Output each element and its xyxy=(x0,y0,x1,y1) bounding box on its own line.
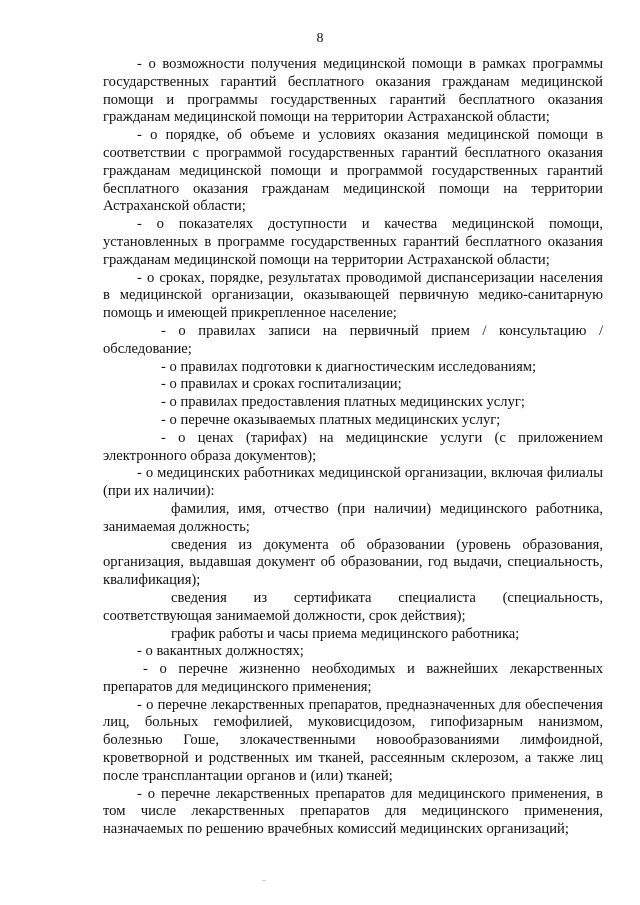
staff-item-schedule: график работы и часы приема медицинского работника; xyxy=(171,625,520,642)
document-body xyxy=(103,56,603,839)
paragraph-care-availability: - о возможности получения медицинской помощи в рамках программы государственных гарантий бесплатного оказания гражданам медицинской помощи и программы государственных гарантий бесплатного оказания гражданам медицинской помощи на территории Астраханской области; xyxy=(103,56,603,126)
paragraph-vacancies: - о вакантных должностях; xyxy=(137,643,304,660)
paragraph-essential-drugs: - о перечне жизненно необходимых и важнейших лекарственных препаратов для медицинского применения; xyxy=(103,661,603,695)
staff-item-education: сведения из документа об образовании (уровень образования, организация, выдавшая документ об образовании, год выдачи, специальность, квалификация); xyxy=(103,536,603,589)
list-item-hospitalization: - о правилах и сроках госпитализации; xyxy=(161,376,402,393)
page-number: 8 xyxy=(316,31,324,46)
paragraph-care-procedure: - о порядке, об объеме и условиях оказания медицинской помощи в соответствии с программой государственных гарантий бесплатного оказания гражданам медицинской помощи и программой государственных гарантий бесплатного оказания гражданам медицинской помощи на территории Астраханской области; xyxy=(103,127,603,215)
list-item-appointment-rules: - о правилах записи на первичный прием / консультацию / обследование; xyxy=(103,322,603,357)
paragraph-commission-drugs: - о перечне лекарственных препаратов для медицинского применения, в том числе лекарственных препаратов для медицинского применения, назначаемых по решению врачебных комиссий медицинских организаций; xyxy=(103,785,603,838)
paragraph-dispensary: - о сроках, порядке, результатах проводимой диспансеризации населения в медицинской организации, оказывающей первичную медико-санитарную помощь и имеющей прикрепленное население; xyxy=(103,269,603,322)
list-item-paid-services-rules: - о правилах предоставления платных медицинских услуг; xyxy=(161,394,525,411)
scan-speck xyxy=(262,880,266,881)
staff-item-name: фамилия, имя, отчество (при наличии) медицинского работника, занимаемая должность; xyxy=(103,500,603,535)
paragraph-special-drugs: - о перечне лекарственных препаратов, предназначенных для обеспечения лиц, больных гемофилией, муковисцидозом, гипофизарным нанизмом, болезнью Гоше, злокачественными новообразованиями лимфоидной, кроветворной и родственных им тканей, рассеянным склерозом, а также лиц после трансплантации органов и (или) тканей; xyxy=(103,696,603,784)
list-item-paid-services-list: - о перечне оказываемых платных медицинских услуг; xyxy=(161,411,501,428)
staff-item-certificate: сведения из сертификата специалиста (специальность, соответствующая занимаемой должности, срок действия); xyxy=(103,589,603,624)
list-item-diagnostic-prep: - о правилах подготовки к диагностическим исследованиям; xyxy=(161,358,537,375)
list-item-prices: - о ценах (тарифах) на медицинские услуги (с приложением электронного образа документов); xyxy=(103,429,603,464)
paragraph-medical-staff: - о медицинских работниках медицинской организации, включая филиалы (при их наличии): xyxy=(103,465,603,500)
paragraph-quality-indicators: - о показателях доступности и качества медицинской помощи, установленных в программе государственных гарантий бесплатного оказания гражданам медицинской помощи на территории Астраханской области; xyxy=(103,216,603,268)
